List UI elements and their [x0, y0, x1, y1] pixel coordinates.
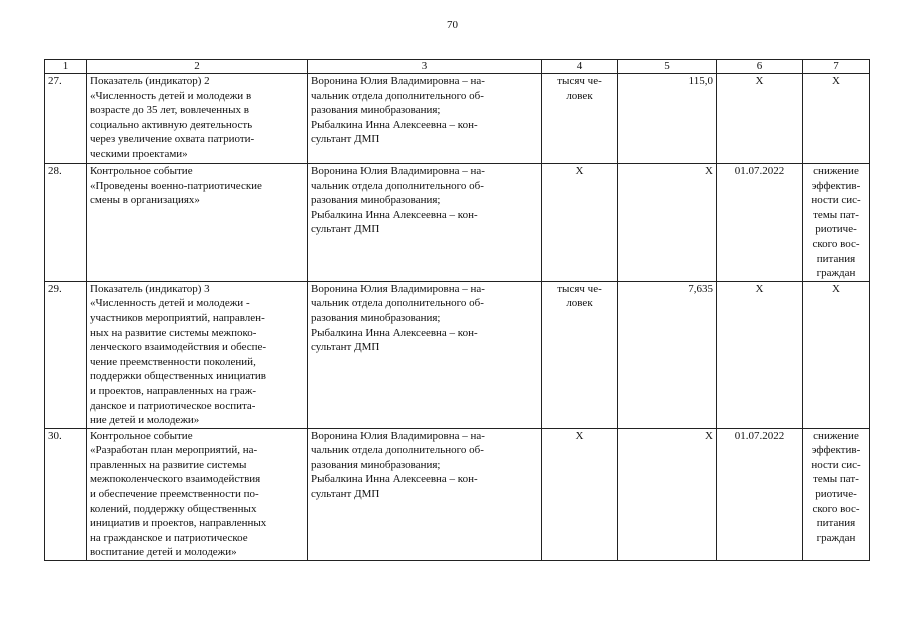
cell-line: через увеличение охвата патриоти- — [90, 133, 255, 146]
cell-line: питания — [816, 252, 856, 265]
column-header: 2 — [87, 60, 308, 74]
row-date: 01.07.2022 — [717, 164, 803, 282]
plan-table — [44, 59, 870, 561]
row-unit — [542, 164, 618, 282]
column-header: 4 — [542, 60, 618, 74]
row-date: Х — [717, 281, 803, 428]
cell-line: чальник отдела дополнительного об- — [311, 297, 484, 310]
row-description — [87, 74, 308, 164]
table-row — [45, 281, 870, 428]
row-description — [87, 164, 308, 282]
cell-line: ности сис- — [811, 458, 861, 471]
cell-line: Контрольное событие — [90, 429, 193, 442]
row-risk — [803, 164, 870, 282]
cell-line: эффектив- — [811, 444, 861, 457]
cell-line: разования минобразования; — [311, 458, 441, 471]
cell-line: Контрольное событие — [90, 165, 193, 177]
table-row — [45, 428, 870, 560]
cell-line: колений, поддержку общественных — [90, 502, 257, 515]
row-unit — [542, 281, 618, 428]
cell-line: сультант ДМП — [311, 223, 380, 236]
cell-line: поддержки общественных инициатив — [90, 370, 266, 383]
cell-line: на гражданское и патриотическое — [90, 531, 248, 544]
cell-line: Воронина Юлия Владимировна – на- — [311, 165, 485, 177]
cell-line: Воронина Юлия Владимировна – на- — [311, 75, 485, 87]
cell-line: Воронина Юлия Владимировна – на- — [311, 429, 485, 442]
row-number: 28. — [45, 164, 87, 282]
cell-line: межпоколенческого взаимодействия — [90, 473, 261, 486]
cell-line: Рыбалкина Инна Алексеевна – кон- — [311, 473, 478, 486]
cell-line: сультант ДМП — [311, 341, 380, 354]
cell-line: «Численность детей и молодежи - — [90, 297, 250, 310]
cell-line: сультант ДМП — [311, 133, 380, 146]
table-row — [45, 164, 870, 282]
cell-line: разования минобразования; — [311, 104, 441, 117]
cell-line: Показатель (индикатор) 3 — [90, 282, 210, 295]
row-date: Х — [717, 74, 803, 164]
row-date: 01.07.2022 — [717, 428, 803, 560]
cell-line: ского вос- — [812, 237, 860, 250]
cell-line: участников мероприятий, направлен- — [90, 311, 265, 324]
cell-line: и проектов, направленных на граж- — [90, 384, 256, 397]
cell-line: тысяч че- — [557, 282, 602, 295]
row-description — [87, 281, 308, 428]
cell-line: Х — [575, 165, 584, 177]
cell-line: возрасте до 35 лет, вовлеченных в — [90, 104, 249, 117]
row-unit — [542, 74, 618, 164]
cell-line: «Проведены военно-патриотические — [90, 179, 262, 192]
page-number: 70 — [447, 19, 458, 31]
column-header: 3 — [308, 60, 542, 74]
row-responsible — [308, 281, 542, 428]
cell-line: Х — [832, 75, 840, 87]
row-description — [87, 428, 308, 560]
row-responsible — [308, 428, 542, 560]
row-number: 29. — [45, 281, 87, 428]
row-value: Х — [618, 164, 717, 282]
cell-line: разования минобразования; — [311, 194, 441, 207]
cell-line: темы пат- — [813, 208, 859, 221]
row-responsible — [308, 74, 542, 164]
row-value: 7,635 — [618, 281, 717, 428]
cell-line: питания — [816, 517, 856, 530]
cell-line: «Разработан план мероприятий, на- — [90, 444, 258, 457]
row-value: 115,0 — [618, 74, 717, 164]
cell-line: социально активную деятельность — [90, 118, 253, 131]
cell-line: чение преемственности поколений, — [90, 355, 256, 368]
cell-line: эффектив- — [811, 179, 861, 192]
column-header: 1 — [45, 60, 87, 74]
cell-line: снижение — [813, 165, 859, 177]
cell-line: ных на развитие системы межпоко- — [90, 326, 257, 339]
cell-line: темы пат- — [813, 473, 859, 486]
cell-line: ского вос- — [812, 502, 860, 515]
cell-line: смены в организациях» — [90, 194, 200, 207]
cell-line: снижение — [813, 429, 859, 442]
cell-line: риотиче- — [815, 223, 857, 236]
cell-line: ние детей и молодежи» — [90, 414, 200, 427]
row-risk — [803, 428, 870, 560]
cell-line: риотиче- — [815, 488, 857, 501]
row-number: 27. — [45, 74, 87, 164]
column-header: 5 — [618, 60, 717, 74]
cell-line: чальник отдела дополнительного об- — [311, 444, 484, 457]
row-risk — [803, 281, 870, 428]
cell-line: правленных на развитие системы — [90, 458, 247, 471]
cell-line: ленческого взаимодействия и обеспе- — [90, 341, 267, 354]
cell-line: тысяч че- — [557, 75, 602, 87]
cell-line: Рыбалкина Инна Алексеевна – кон- — [311, 118, 478, 131]
row-value: Х — [618, 428, 717, 560]
column-header: 6 — [717, 60, 803, 74]
row-unit — [542, 428, 618, 560]
column-header: 7 — [803, 60, 870, 74]
cell-line: сультант ДМП — [311, 488, 380, 501]
cell-line: Рыбалкина Инна Алексеевна – кон- — [311, 208, 478, 221]
row-responsible — [308, 164, 542, 282]
cell-line: граждан — [816, 531, 856, 544]
cell-line: ловек — [566, 89, 593, 102]
cell-line: разования минобразования; — [311, 311, 441, 324]
table-row — [45, 74, 870, 164]
cell-line: Х — [575, 429, 584, 442]
cell-line: воспитание детей и молодежи» — [90, 546, 237, 559]
cell-line: ловек — [566, 297, 593, 310]
cell-line: данское и патриотическое воспита- — [90, 399, 256, 412]
cell-line: Рыбалкина Инна Алексеевна – кон- — [311, 326, 478, 339]
row-risk — [803, 74, 870, 164]
cell-line: инициатив и проектов, направленных — [90, 517, 267, 530]
cell-line: ности сис- — [811, 194, 861, 207]
cell-line: чальник отдела дополнительного об- — [311, 179, 484, 192]
row-number: 30. — [45, 428, 87, 560]
cell-line: граждан — [816, 267, 856, 280]
cell-line: Х — [832, 282, 840, 295]
cell-line: чальник отдела дополнительного об- — [311, 89, 484, 102]
cell-line: Показатель (индикатор) 2 — [90, 75, 210, 87]
cell-line: «Численность детей и молодежи в — [90, 89, 252, 102]
cell-line: ческими проектами» — [90, 147, 188, 160]
table-header-row — [45, 60, 870, 74]
cell-line: и обеспечение преемственности по- — [90, 488, 259, 501]
cell-line: Воронина Юлия Владимировна – на- — [311, 282, 485, 295]
